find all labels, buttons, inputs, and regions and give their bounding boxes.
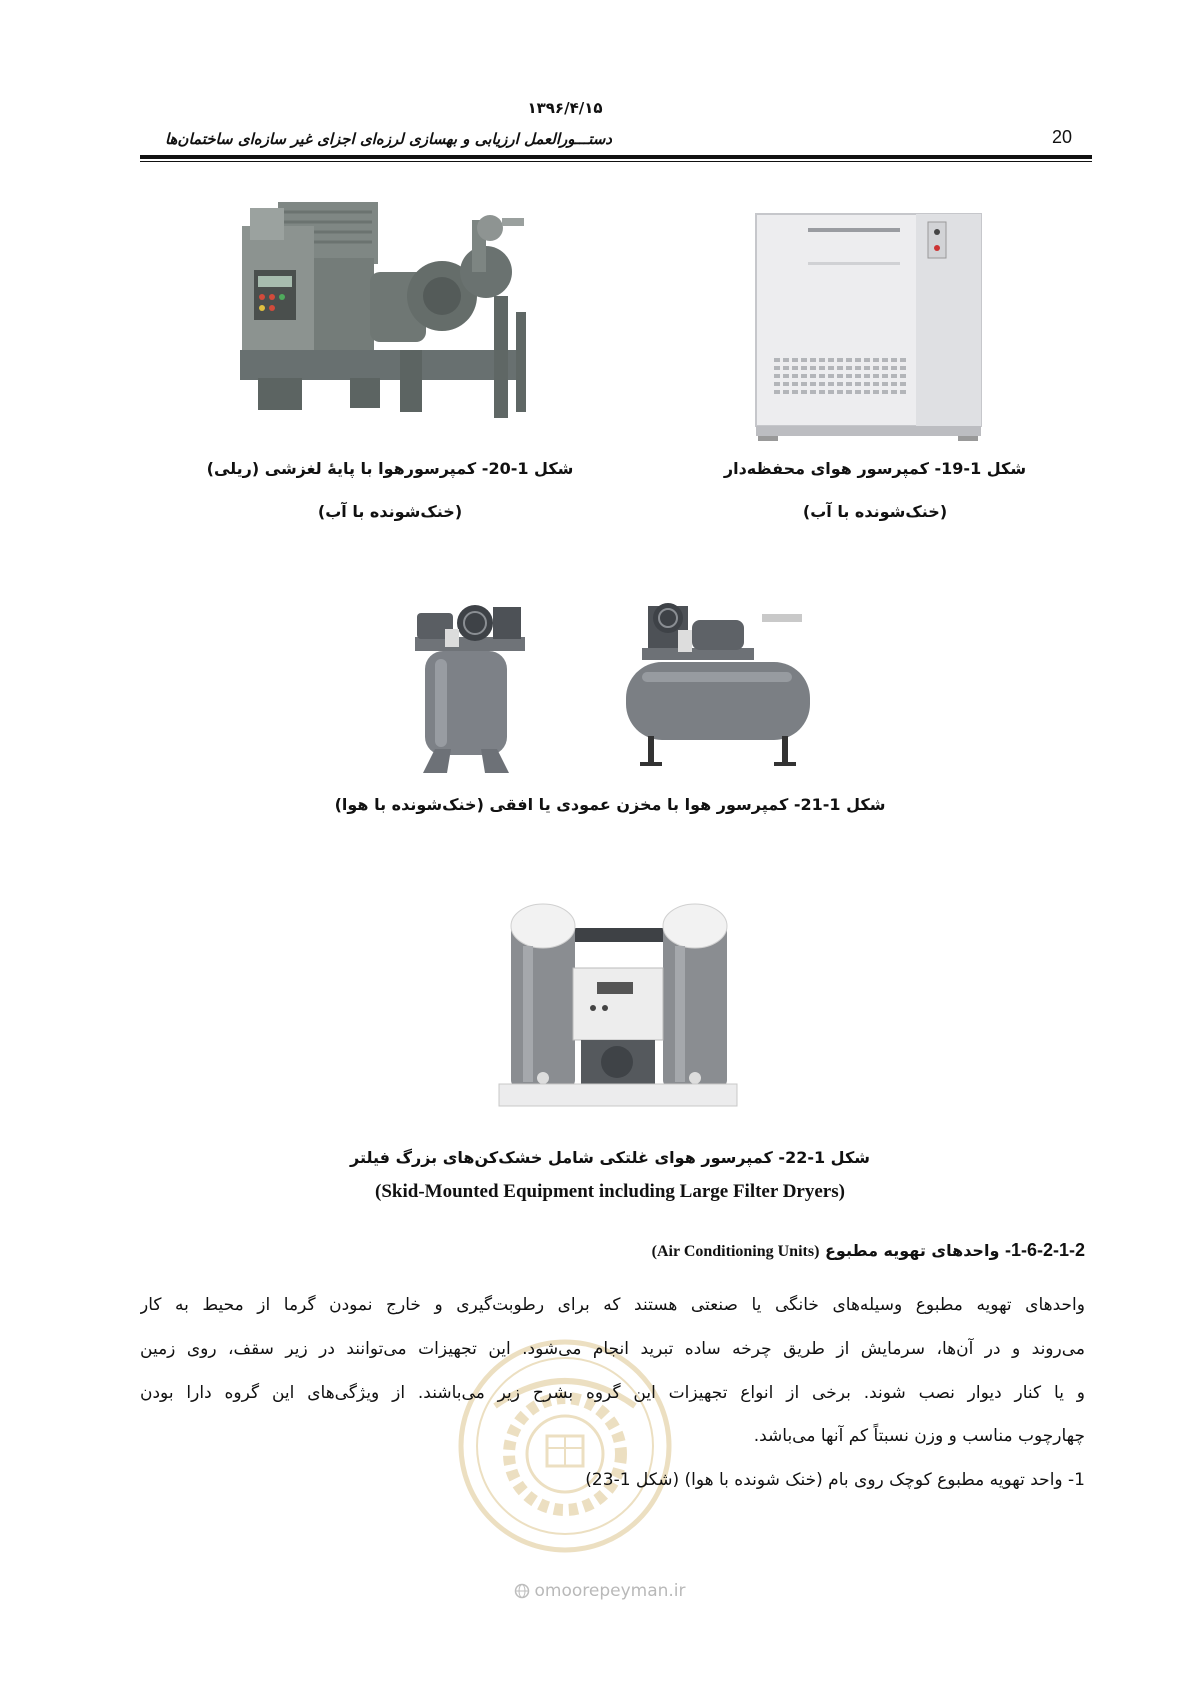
paragraph-line: چهارچوب مناسب و وزن نسبتاً کم آنها می‌باشد. [753, 1426, 1085, 1446]
paragraph-line: می‌روند و در آن‌ها، سرمایش از طریق چرخه ساده تبرید انجام می‌شود. این تجهیزات می‌توانند در زیر سقف، روی زمین [140, 1339, 1085, 1359]
page-number: 20 [1052, 127, 1073, 147]
figure-1-19-caption: شکل 1-19- کمپرسور هوای محفظه‌دار [723, 459, 1027, 478]
figure-1-20-caption-line2: (خنک‌شونده با آب) [317, 502, 463, 521]
figure-1-22-image [497, 898, 739, 1113]
document-title: دستـــورالعمل ارزیابی و بهسازی لرزه‌ای اجزای غیر سازه‌ای ساختمان‌ها [164, 130, 612, 148]
figure-1-20-image [240, 200, 540, 430]
figure-1-21-vertical-tank-image [405, 603, 533, 775]
section-heading [325, 1237, 1085, 1265]
section-number: 1-6-2-1-2- [1004, 1240, 1085, 1260]
figure-1-19-caption-line2: (خنک‌شونده با آب) [802, 502, 948, 521]
paragraph-line: و یا کنار دیوار نصب شوند. برخی از انواع تجهیزات این گروه بشرح زیر می‌باشند. از ویژگی‌های این گروه دارا بودن [140, 1383, 1085, 1403]
section-title-english: (Air Conditioning Units) [651, 1243, 820, 1260]
header-rule [140, 155, 1092, 159]
figure-1-22-caption: شکل 1-22- کمپرسور هوای غلتکی شامل خشک‌کن‌های بزرگ فیلتر [350, 1148, 870, 1167]
site-watermark [470, 1580, 730, 1602]
figure-1-21-caption: شکل 1-21- کمپرسور هوا با مخزن عمودی یا افقی (خنک‌شونده با هوا) [334, 795, 886, 814]
globe-icon [514, 1583, 530, 1599]
site-url: omoorepeyman.ir [534, 1581, 686, 1601]
figure-1-19-image [748, 210, 993, 442]
section-title: واحدهای تهویه مطبوع [824, 1241, 1000, 1260]
header-rule-thin [140, 161, 1092, 162]
header-date: ۱۳۹۶/۴/۱۵ [527, 99, 603, 117]
list-item: 1- واحد تهویه مطبوع کوچک روی بام (خنک شونده با هوا) (شکل 1-23) [585, 1470, 1085, 1490]
paragraph-line: واحدهای تهویه مطبوع وسیله‌های خانگی یا صنعتی هستند که برای رطوبت‌گیری و خارج نمودن گرما از محیط به کار [140, 1295, 1085, 1315]
figure-1-22-caption-english: (Skid-Mounted Equipment including Large Filter Dryers) [375, 1181, 845, 1202]
figure-1-20-caption: شکل 1-20- کمپرسورهوا با پایهٔ لغزشی (ریلی) [206, 459, 574, 478]
figure-1-21-horizontal-tank-image [622, 600, 814, 770]
